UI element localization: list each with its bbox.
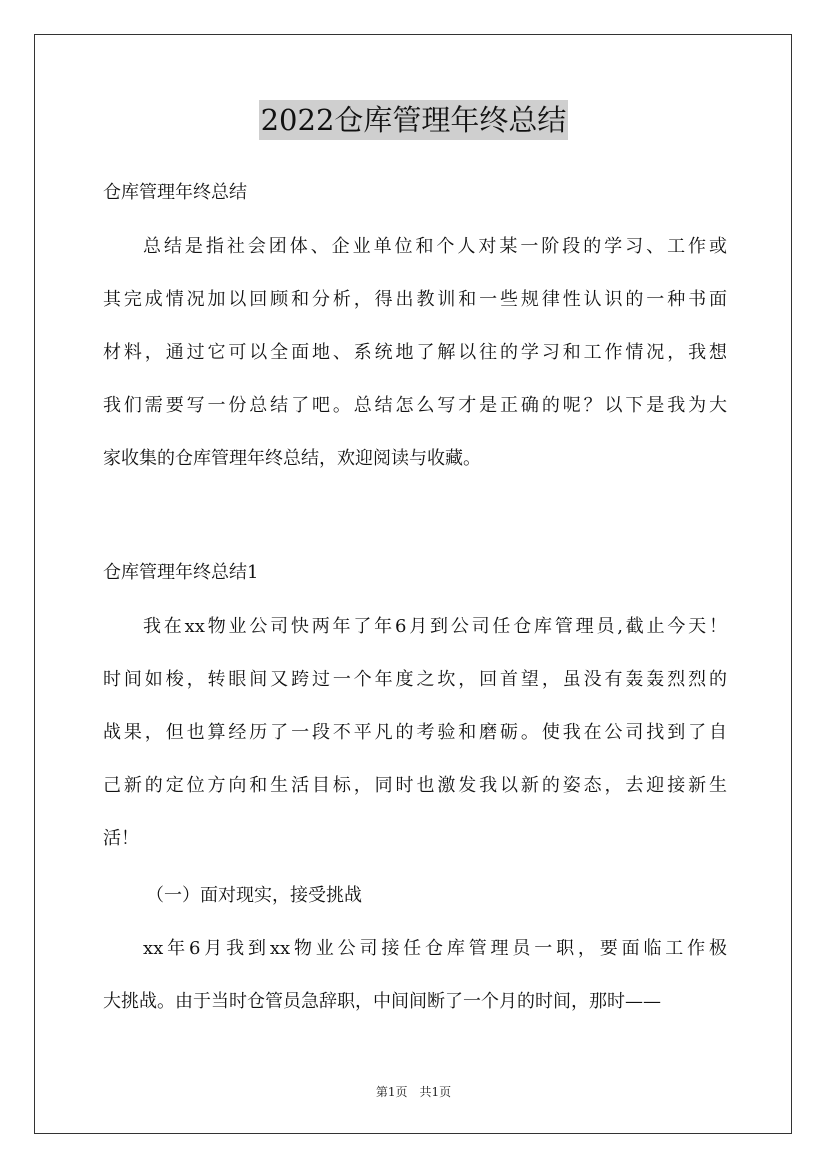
text-line: 材料，通过它可以全面地、系统地了解以往的学习和工作情况，我想: [103, 342, 727, 363]
text-line: 己新的定位方向和生活目标，同时也激发我以新的姿态，去迎接新生: [103, 775, 727, 796]
text-line: 其完成情况加以回顾和分析，得出教训和一些规律性认识的一种书面: [103, 289, 727, 310]
subsection1-paragraph[interactable]: [103, 922, 727, 1028]
text-line: 活！: [103, 828, 139, 849]
section1-heading[interactable]: 仓库管理年终总结1: [103, 562, 259, 583]
text-line: 时间如梭，转眼间又跨过一个年度之坎，回首望，虽没有轰轰烈烈的: [103, 669, 727, 690]
subsection1-label[interactable]: （一）面对现实，接受挑战: [146, 885, 362, 906]
section1-paragraph[interactable]: [103, 600, 727, 865]
document-heading[interactable]: 仓库管理年终总结: [103, 182, 247, 203]
text-line: 我在xx物业公司快两年了年6月到公司任仓库管理员,截止今天！: [143, 616, 727, 637]
text-line: 大挑战。由于当时仓管员急辞职，中间间断了一个月的时间，那时——: [103, 991, 661, 1012]
text-line: 总结是指社会团体、企业单位和个人对某一阶段的学习、工作或: [143, 236, 727, 257]
text-line: 战果，但也算经历了一段不平凡的考验和磨砺。使我在公司找到了自: [103, 722, 727, 743]
text-line: xx年6月我到xx物业公司接任仓库管理员一职，要面临工作极: [143, 938, 727, 959]
document-title[interactable]: 2022仓库管理年终总结: [259, 100, 569, 140]
text-line: 家收集的仓库管理年终总结，欢迎阅读与收藏。: [103, 448, 481, 469]
page-footer: 第1页 共1页: [375, 1085, 452, 1099]
intro-paragraph[interactable]: [103, 220, 727, 485]
text-line: 我们需要写一份总结了吧。总结怎么写才是正确的呢？以下是我为大: [103, 395, 727, 416]
title-container: [0, 100, 827, 140]
